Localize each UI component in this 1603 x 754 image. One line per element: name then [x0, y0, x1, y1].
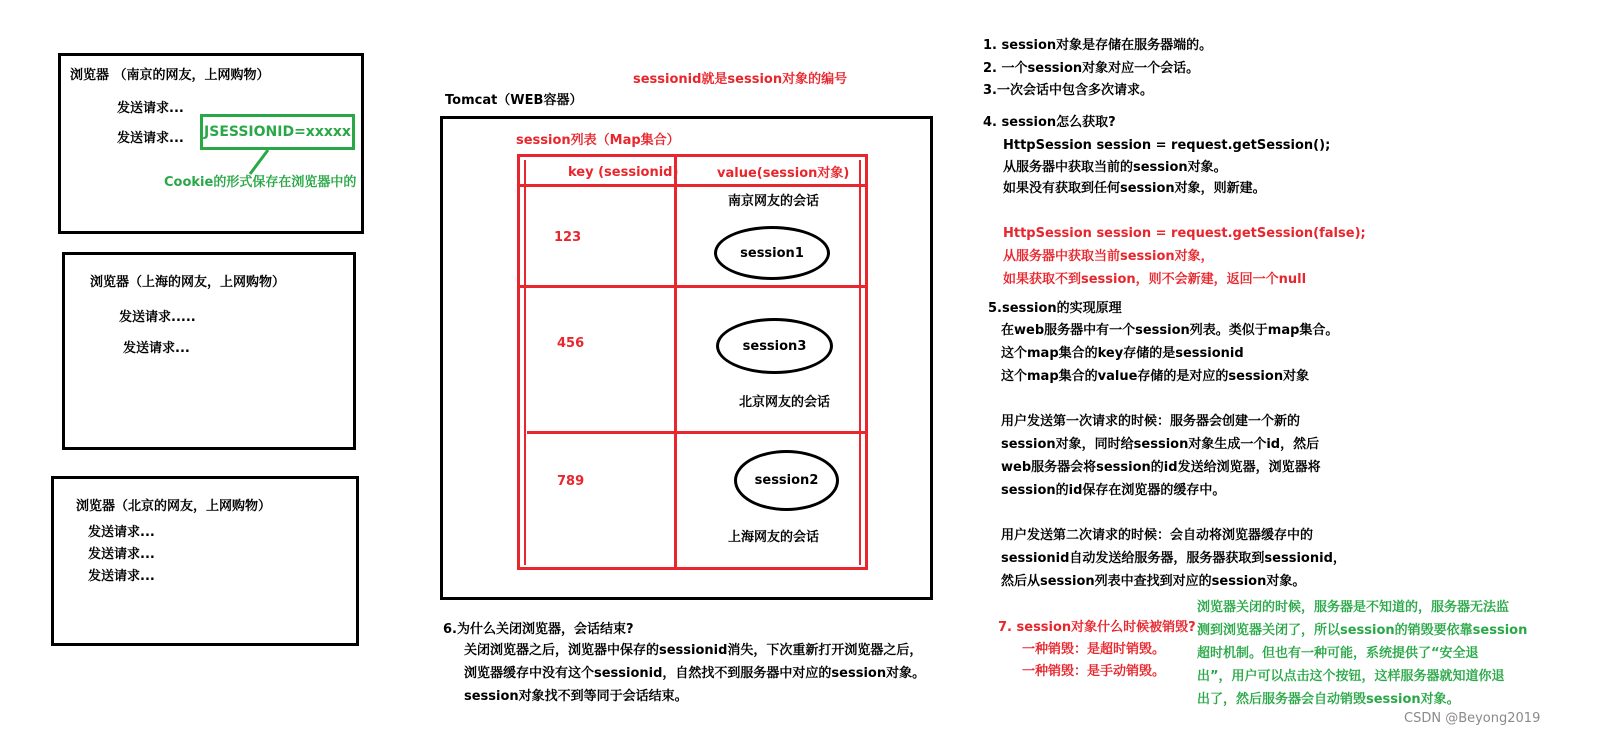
note-4-line: 如果没有获取到任何session对象，则新建。: [1003, 181, 1266, 196]
cookie-note: Cookie的形式保存在浏览器中的: [164, 175, 357, 190]
browser-box-shanghai: [62, 252, 356, 450]
note-5-title: 5.session的实现原理: [988, 301, 1122, 316]
q6-line: 浏览器缓存中没有这个sessionid，自然找不到服务器中对应的session对象。: [464, 666, 926, 681]
note-5-line: session的id保存在浏览器的缓存中。: [1001, 483, 1226, 498]
table-column-divider: [674, 154, 677, 570]
note-7-green-line: 浏览器关闭的时候，服务器是不知道的，服务器无法监: [1197, 600, 1510, 615]
sessionid-annotation: sessionid就是session对象的编号: [633, 72, 848, 87]
session-list-title: session列表（Map集合）: [516, 133, 680, 148]
session-owner-label: 南京网友的会话: [728, 194, 820, 209]
session-object-ellipse: [734, 450, 839, 511]
browser-title: 浏览器（北京的网友，上网购物）: [76, 499, 272, 514]
table-inner-frame-right: [859, 160, 861, 565]
note-4-title: 4. session怎么获取?: [983, 115, 1116, 130]
note-7-green-line: 超时机制。但也有一种可能，系统提供了“安全退: [1197, 646, 1479, 661]
tomcat-title: Tomcat（WEB容器）: [445, 93, 583, 108]
session-key: 456: [557, 336, 585, 351]
cookie-callout-pointer: [240, 148, 280, 178]
request-text: 发送请求...: [88, 525, 155, 540]
session-key: 123: [554, 230, 582, 245]
session-object-label: session2: [754, 473, 819, 488]
session-object-ellipse: [716, 318, 833, 374]
request-text: 发送请求...: [123, 341, 190, 356]
note-5-line: 用户发送第二次请求的时候：会自动将浏览器缓存中的: [1001, 528, 1314, 543]
session-owner-label: 上海网友的会话: [728, 530, 820, 545]
note-7-title: 7. session对象什么时候被销毁?: [998, 620, 1196, 635]
request-text: 发送请求...: [117, 101, 184, 116]
note-4-line: HttpSession session = request.getSession();: [1003, 138, 1331, 153]
note-7-green-line: 出了，然后服务器会自动销毁session对象。: [1197, 692, 1460, 707]
note-5-line: session对象，同时给session对象生成一个id，然后: [1001, 437, 1320, 452]
note-5-line: sessionid自动发送给服务器，服务器获取到sessionid，: [1001, 551, 1346, 566]
request-text: 发送请求.....: [119, 310, 196, 325]
session-object-label: session3: [742, 338, 807, 354]
note-5-line: web服务器会将session的id发送给浏览器，浏览器将: [1001, 460, 1321, 475]
q6-line: 关闭浏览器之后，浏览器中保存的sessionid消失，下次重新打开浏览器之后，: [464, 643, 923, 658]
request-text: 发送请求...: [117, 131, 184, 146]
q6-title: 6.为什么关闭浏览器，会话结束?: [443, 622, 634, 637]
session-object-label: session1: [740, 245, 804, 261]
note-1: 1. session对象是存储在服务器端的。: [983, 38, 1213, 53]
note-4-red-line: 如果获取不到session，则不会新建，返回一个null: [1003, 272, 1307, 287]
table-header-divider: [517, 184, 868, 187]
table-inner-frame-left: [524, 160, 526, 565]
session-owner-label: 北京网友的会话: [739, 395, 831, 410]
note-7-line: 一种销毁：是手动销毁。: [1022, 664, 1166, 679]
browser-box-beijing: [51, 476, 359, 646]
note-7-line: 一种销毁：是超时销毁。: [1022, 642, 1166, 657]
q6-line: session对象找不到等同于会话结束。: [464, 689, 688, 704]
session-object-ellipse: [714, 226, 830, 280]
note-7-green-line: 测到浏览器关闭了，所以session的销毁要依靠session: [1197, 623, 1528, 638]
note-5-line: 这个map集合的key存储的是sessionid: [1001, 346, 1244, 361]
note-5-line: 用户发送第一次请求的时候：服务器会创建一个新的: [1001, 414, 1301, 429]
column-header-key: key (sessionid): [568, 165, 679, 180]
request-text: 发送请求...: [88, 569, 155, 584]
session-key: 789: [557, 474, 585, 489]
request-text: 发送请求...: [88, 547, 155, 562]
note-2: 2. 一个session对象对应一个会话。: [983, 61, 1200, 76]
note-5-line: 在web服务器中有一个session列表。类似于map集合。: [1001, 323, 1339, 338]
note-4-red-line: 从服务器中获取当前session对象，: [1003, 249, 1214, 264]
note-5-line: 这个map集合的value存储的是对应的session对象: [1001, 369, 1310, 384]
note-4-red-line: HttpSession session = request.getSession(false);: [1003, 226, 1366, 241]
table-row-divider: [527, 431, 868, 434]
note-7-green-line: 出”，用户可以点击这个按钮，这样服务器就知道你退: [1197, 669, 1505, 684]
jsessionid-cookie-box: [200, 114, 355, 150]
note-5-line: 然后从session列表中查找到对应的session对象。: [1001, 574, 1306, 589]
column-header-value: value(session对象): [717, 166, 850, 181]
watermark: CSDN @Beyong2019: [1404, 711, 1541, 726]
browser-title: 浏览器 （南京的网友，上网购物）: [70, 68, 270, 83]
browser-title: 浏览器（上海的网友，上网购物）: [90, 275, 286, 290]
jsessionid-text: JSESSIONID=xxxxx: [204, 124, 351, 140]
table-row-divider: [517, 285, 868, 288]
note-3: 3.一次会话中包含多次请求。: [983, 83, 1153, 98]
note-4-line: 从服务器中获取当前的session对象。: [1003, 160, 1227, 175]
